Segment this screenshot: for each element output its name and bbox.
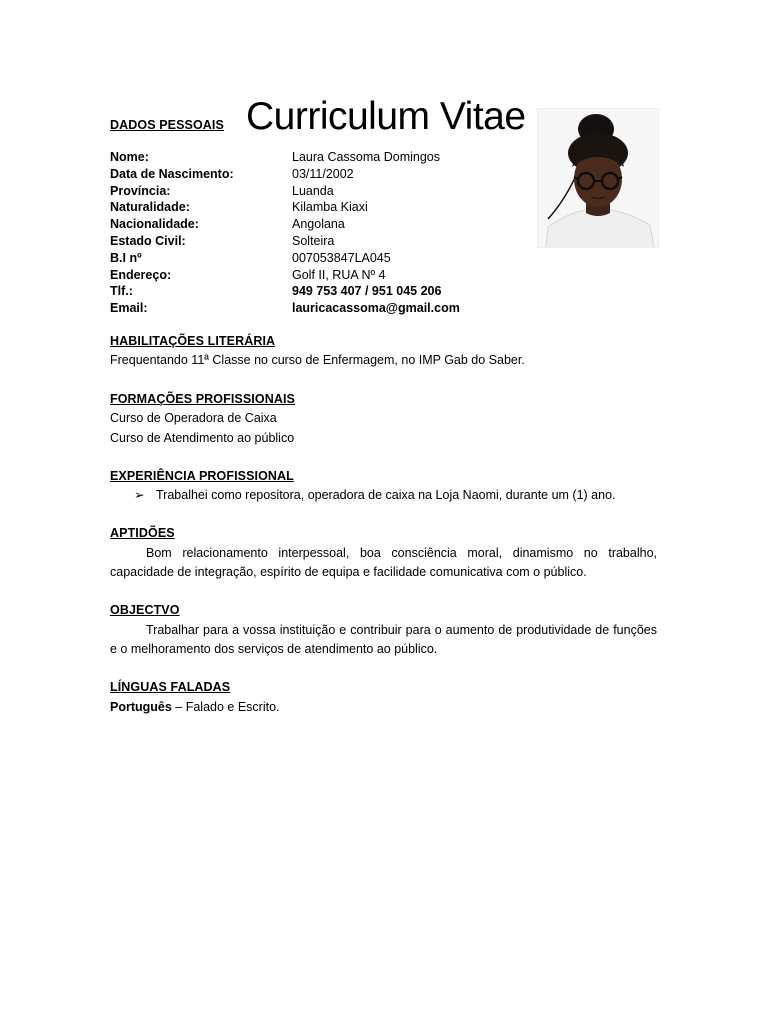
formacoes-item: Curso de Operadora de Caixa	[110, 411, 277, 425]
personal-value: Kilamba Kiaxi	[292, 200, 368, 215]
aptidoes-heading: APTIDÕES	[110, 526, 175, 540]
habilitacoes-text: Frequentando 11ª Classe no curso de Enfermagem, no IMP Gab do Saber.	[110, 353, 525, 367]
arrow-bullet-icon: ➢	[134, 488, 145, 502]
experiencia-item-text: Trabalhei como repositora, operadora de caixa na Loja Naomi, durante um (1) ano.	[156, 488, 616, 502]
language-name: Português	[110, 700, 172, 714]
personal-label: Nome:	[110, 150, 149, 164]
aptidoes-text: Bom relacionamento interpessoal, boa consciência moral, dinamismo no trabalho, capacidade de integração, espírito de equipa e facilidade comunicativa com o público.	[110, 546, 657, 579]
experiencia-heading: EXPERIÊNCIA PROFISSIONAL	[110, 469, 294, 483]
personal-label: Naturalidade:	[110, 200, 190, 215]
experiencia-item	[134, 487, 616, 504]
personal-value: Solteira	[292, 234, 335, 248]
objectivo-text: Trabalhar para a vossa instituição e contribuir para o aumento de produtividade de funções e o melhoramento dos serviços de atendimento ao público.	[110, 623, 657, 656]
personal-label: Endereço:	[110, 267, 172, 282]
document-title: Curriculum Vitae	[246, 95, 526, 138]
profile-photo	[537, 108, 659, 248]
personal-value: Golf II, RUA Nº 4	[292, 267, 386, 282]
personal-label: B.I nº	[110, 250, 142, 265]
portrait-image	[538, 109, 658, 247]
language-detail: – Falado e Escrito.	[171, 700, 280, 714]
personal-label: Data de Nascimento:	[110, 166, 234, 181]
personal-label: Estado Civil:	[110, 234, 186, 248]
personal-label: Tlf.:	[110, 284, 133, 299]
objectivo-heading: OBJECTVO	[110, 603, 180, 617]
personal-data-heading: DADOS PESSOAIS	[110, 118, 224, 132]
personal-value: lauricacassoma@gmail.com	[292, 301, 460, 316]
formacoes-heading: FORMAÇÕES PROFISSIONAIS	[110, 392, 295, 406]
habilitacoes-heading: HABILITAÇÕES LITERÁRIA	[110, 334, 276, 348]
linguas-heading: LÍNGUAS FALADAS	[110, 680, 231, 694]
personal-value: Laura Cassoma Domingos	[292, 150, 440, 164]
personal-label: Email:	[110, 301, 148, 316]
personal-value: Luanda	[292, 183, 334, 198]
linguas-item	[110, 699, 280, 716]
personal-value: 007053847LA045	[292, 250, 391, 265]
personal-value: Angolana	[292, 217, 345, 232]
personal-value: 949 753 407 / 951 045 206	[292, 284, 442, 299]
personal-value: 03/11/2002	[292, 166, 354, 181]
personal-label: Nacionalidade:	[110, 217, 199, 232]
formacoes-item: Curso de Atendimento ao público	[110, 431, 295, 445]
personal-label: Província:	[110, 183, 171, 198]
